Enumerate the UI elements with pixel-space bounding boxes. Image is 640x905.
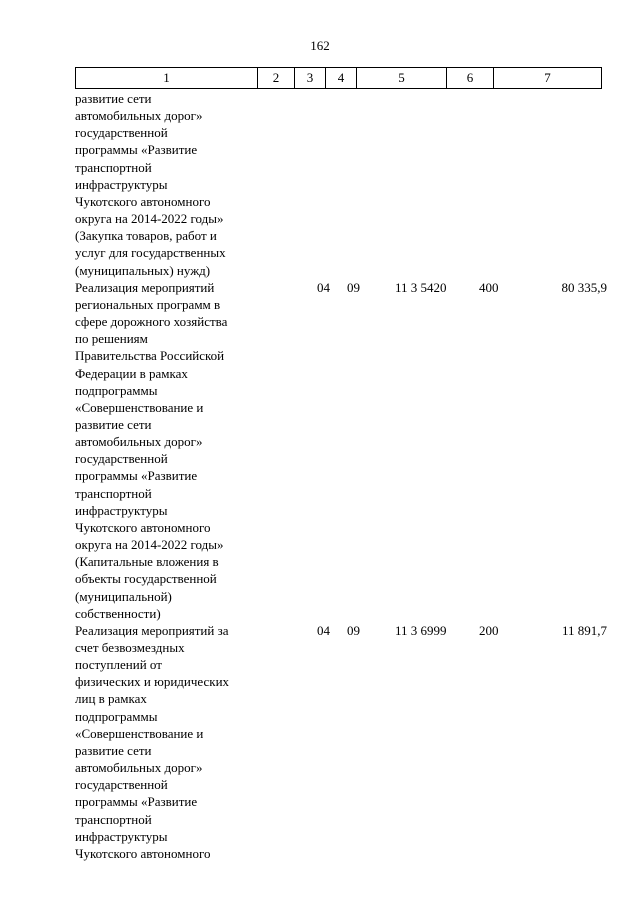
column-header-5: 5 <box>357 68 447 89</box>
target-article-code: 11 3 6999 <box>395 622 447 638</box>
subsection-code: 09 <box>347 279 360 295</box>
row-description: развитие сети автомобильных дорог» государственной программы «Развитие транспортной инфраструктуры Чукотского автономного округа на 2014-2022 годы» (Закупка товаров, работ и услуг для государственных (муниципальных) нужд) <box>75 91 226 278</box>
section-code: 04 <box>317 622 330 638</box>
amount-value: 11 891,7 <box>561 622 607 638</box>
amount-value: 80 335,9 <box>561 279 607 295</box>
column-header-1: 1 <box>76 68 258 89</box>
column-header-3: 3 <box>295 68 326 89</box>
column-header-7: 7 <box>494 68 602 89</box>
row-description: Реализация мероприятий региональных программ в сфере дорожного хозяйства по решениям Правительства Российской Федерации в рамках подпрограммы «Совершенствование и развитие сети автомобильных дорог» государственной программы «Развитие транспортной инфраструктуры Чукотского автономного округа на 2014-2022 годы» (Капитальные вложения в объекты государственной (муниципальной) собственности) <box>75 279 228 621</box>
column-header-2: 2 <box>258 68 295 89</box>
table-row <box>75 90 607 279</box>
target-article-code: 11 3 5420 <box>395 279 447 295</box>
table-body <box>75 90 615 862</box>
expense-type-code: 400 <box>479 279 499 295</box>
column-header-table <box>75 67 602 89</box>
expense-type-code: 200 <box>479 622 499 638</box>
page-number: 162 <box>310 38 330 53</box>
table-row <box>75 279 607 622</box>
column-header-6: 6 <box>447 68 494 89</box>
subsection-code: 09 <box>347 622 360 638</box>
column-header-4: 4 <box>326 68 357 89</box>
row-description: Реализация мероприятий за счет безвозмездных поступлений от физических и юридических лиц в рамках подпрограммы «Совершенствование и развитие сети автомобильных дорог» государственной программы «Развитие транспортной инфраструктуры Чукотского автономного <box>75 622 230 861</box>
column-header-row <box>76 68 602 89</box>
table-row <box>75 622 607 862</box>
section-code: 04 <box>317 279 330 295</box>
